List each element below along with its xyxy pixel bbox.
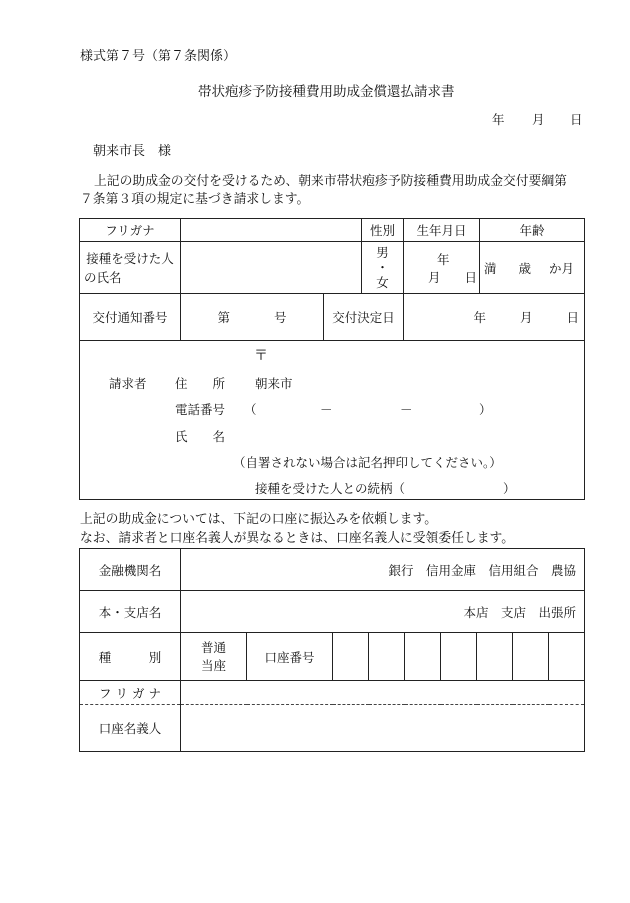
- claimant-label: 請求者: [109, 376, 147, 391]
- gender-female[interactable]: 女: [376, 275, 389, 290]
- phone-dash-1: －: [320, 402, 333, 417]
- birth-year: 年: [437, 251, 450, 267]
- claimant-section: [80, 341, 585, 500]
- gender-male[interactable]: 男: [376, 245, 389, 260]
- age-label: 年齢: [480, 219, 585, 242]
- form-title: 帯状疱疹予防接種費用助成金償還払請求書: [198, 84, 455, 100]
- form-number: 様式第７号（第７条関係）: [80, 49, 237, 64]
- recipient-name-label-line2: の氏名: [84, 269, 122, 285]
- furigana-input[interactable]: [181, 219, 362, 242]
- postal-mark: 〒: [254, 348, 268, 364]
- holder-label: 口座名義人: [80, 705, 181, 752]
- account-digit-5[interactable]: [477, 633, 513, 681]
- decision-day: 日: [566, 310, 580, 325]
- account-digit-6[interactable]: [513, 633, 549, 681]
- notice-number-input[interactable]: [181, 294, 324, 341]
- age-prefix: 満: [484, 260, 497, 276]
- account-digit-3[interactable]: [405, 633, 441, 681]
- institution-label: 金融機関名: [80, 549, 181, 591]
- branch-input[interactable]: 本店 支店 出張所: [181, 591, 585, 633]
- claimant-name-label: 氏 名: [175, 429, 226, 444]
- phone-open-paren: （: [244, 402, 257, 417]
- bank-table: [79, 548, 585, 752]
- branch-label: 本・支店名: [80, 591, 181, 633]
- decision-month: 月: [520, 310, 533, 325]
- claimant-phone-label: 電話番号: [175, 402, 226, 417]
- birth-day: 日: [464, 269, 478, 285]
- birth-month: 月: [428, 269, 441, 285]
- account-type-label: 種 別: [80, 633, 181, 681]
- intro-line-2: ７条第３項の規定に基づき請求します。: [80, 192, 310, 207]
- relationship-label: 接種を受けた人との続柄（: [255, 481, 406, 496]
- decision-date-label: 交付決定日: [324, 294, 404, 341]
- furigana-label: フリガナ: [80, 219, 181, 242]
- account-type-select[interactable]: [181, 633, 247, 681]
- intro-line-1: 上記の助成金の交付を受けるため、朝来市帯状疱疹予防接種費用助成金交付要綱第: [94, 174, 567, 189]
- relationship-close: ）: [503, 481, 516, 496]
- holder-input[interactable]: [181, 705, 585, 752]
- birthdate-label: 生年月日: [404, 219, 480, 242]
- holder-furigana-label: フ リ ガ ナ: [80, 681, 181, 705]
- account-digit-4[interactable]: [441, 633, 477, 681]
- recipient-name-input[interactable]: [181, 242, 362, 294]
- date-year: 年: [492, 112, 505, 127]
- notice-number-prefix: 第: [217, 310, 230, 325]
- date-day: 日: [570, 112, 583, 127]
- account-digit-1[interactable]: [333, 633, 369, 681]
- decision-year: 年: [473, 310, 487, 325]
- account-digit-7[interactable]: [549, 633, 585, 681]
- age-years: 歳: [518, 260, 532, 276]
- transfer-text-line-2: なお、請求者と口座名義人が異なるときは、口座名義人に受領委任します。: [80, 531, 515, 546]
- gender-dot: ・: [376, 260, 389, 275]
- phone-dash-2: －: [400, 402, 413, 417]
- account-digit-2[interactable]: [369, 633, 405, 681]
- notice-number-label: 交付通知番号: [80, 294, 181, 341]
- date-month: 月: [532, 112, 545, 127]
- notice-number-suffix: 号: [273, 310, 287, 325]
- age-input[interactable]: [480, 242, 585, 294]
- addressee: 朝来市長 様: [93, 144, 172, 159]
- phone-close-paren: ）: [479, 402, 492, 417]
- gender-select[interactable]: [362, 242, 404, 294]
- gender-label: 性別: [362, 219, 404, 242]
- recipient-name-label: [80, 242, 181, 294]
- signature-note: （自署されない場合は記名押印してください。）: [233, 455, 502, 470]
- claimant-address-value[interactable]: 朝来市: [255, 376, 293, 391]
- institution-input[interactable]: 銀行 信用金庫 信用組合 農協: [181, 549, 585, 591]
- age-months: か月: [549, 260, 575, 276]
- claimant-address-label: 住 所: [175, 376, 226, 391]
- account-type-ordinary[interactable]: 普通: [200, 639, 226, 655]
- holder-furigana-input[interactable]: [181, 681, 585, 705]
- decision-date-input[interactable]: [404, 294, 585, 341]
- birthdate-input[interactable]: [404, 242, 480, 294]
- account-type-current[interactable]: 当座: [200, 657, 226, 673]
- recipient-name-label-line1: 接種を受けた人: [86, 250, 174, 266]
- transfer-text-line-1: 上記の助成金については、下記の口座に振込みを依頼します。: [80, 512, 438, 527]
- account-number-label: 口座番号: [247, 633, 333, 681]
